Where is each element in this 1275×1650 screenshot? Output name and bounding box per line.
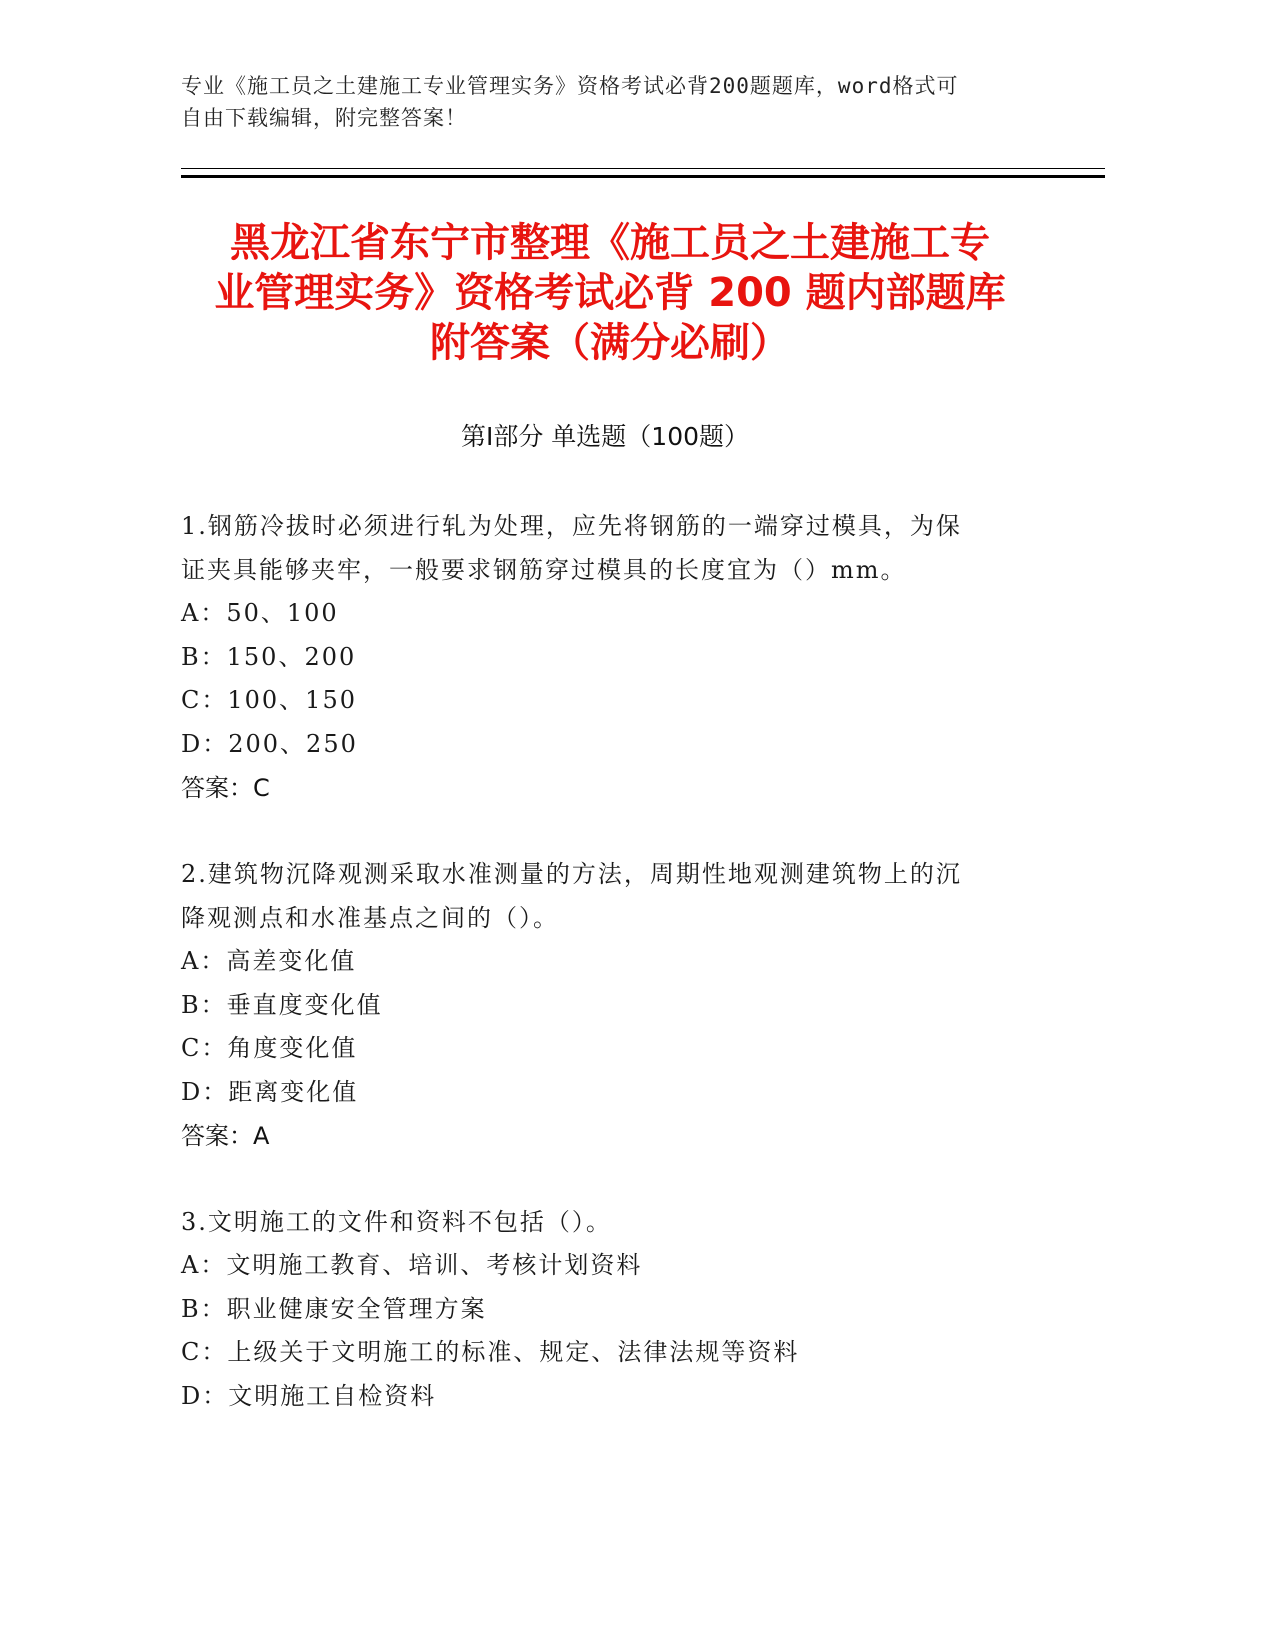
option-b: B：职业健康安全管理方案 xyxy=(181,1294,487,1323)
header-note xyxy=(181,70,1061,134)
option-b: B：垂直度变化值 xyxy=(181,990,383,1019)
header-note-line-2: 自由下载编辑，附完整答案！ xyxy=(181,106,467,130)
document-title-line-1: 黑龙江省东宁市整理《施工员之土建施工专 xyxy=(230,220,990,266)
question-stem-line: 2.建筑物沉降观测采取水准测量的方法，周期性地观测建筑物上的沉 xyxy=(181,860,962,888)
option-c: C：角度变化值 xyxy=(181,1034,358,1062)
question-stem xyxy=(181,504,1021,592)
option-d: D：文明施工自检资料 xyxy=(181,1381,437,1410)
header-rule-thin xyxy=(181,168,1105,169)
question-stem-line: 1.钢筋冷拔时必须进行轧为处理，应先将钢筋的一端穿过模具，为保 xyxy=(181,512,962,540)
option-c: C：上级关于文明施工的标准、规定、法律法规等资料 xyxy=(181,1338,800,1366)
question-stem-line: 3.文明施工的文件和资料不包括（）。 xyxy=(181,1208,612,1236)
option-b: B：150、200 xyxy=(181,642,357,671)
document-title-line-3: 附答案（满分必刷） xyxy=(430,320,790,366)
question-stem-line: 证夹具能够夹牢，一般要求钢筋穿过模具的长度宜为（）mm。 xyxy=(181,556,907,584)
option-d: D：距离变化值 xyxy=(181,1077,359,1106)
header-note-line-1: 专业《施工员之土建施工专业管理实务》资格考试必背200题题库，word格式可 xyxy=(181,74,959,98)
answer-label: 答案：C xyxy=(181,774,270,802)
answer-label: 答案：A xyxy=(181,1122,270,1150)
question-item xyxy=(181,1200,1021,1418)
section-title: 第Ⅰ部分 单选题（100题） xyxy=(460,422,750,451)
question-stem xyxy=(181,852,1021,940)
header-rule-thick xyxy=(181,175,1105,178)
question-item xyxy=(181,852,1021,1158)
document-title xyxy=(160,218,1060,368)
option-c: C：100、150 xyxy=(181,686,357,714)
option-a: A：50、100 xyxy=(181,599,339,627)
question-stem-line: 降观测点和水准基点之间的（）。 xyxy=(181,904,559,932)
question-stem xyxy=(181,1200,1021,1244)
document-title-line-2: 业管理实务》资格考试必背 200 题内部题库 xyxy=(214,270,1006,316)
option-d: D：200、250 xyxy=(181,729,358,758)
question-item xyxy=(181,504,1021,810)
option-a: A：高差变化值 xyxy=(181,947,357,975)
option-a: A：文明施工教育、培训、考核计划资料 xyxy=(181,1251,643,1279)
